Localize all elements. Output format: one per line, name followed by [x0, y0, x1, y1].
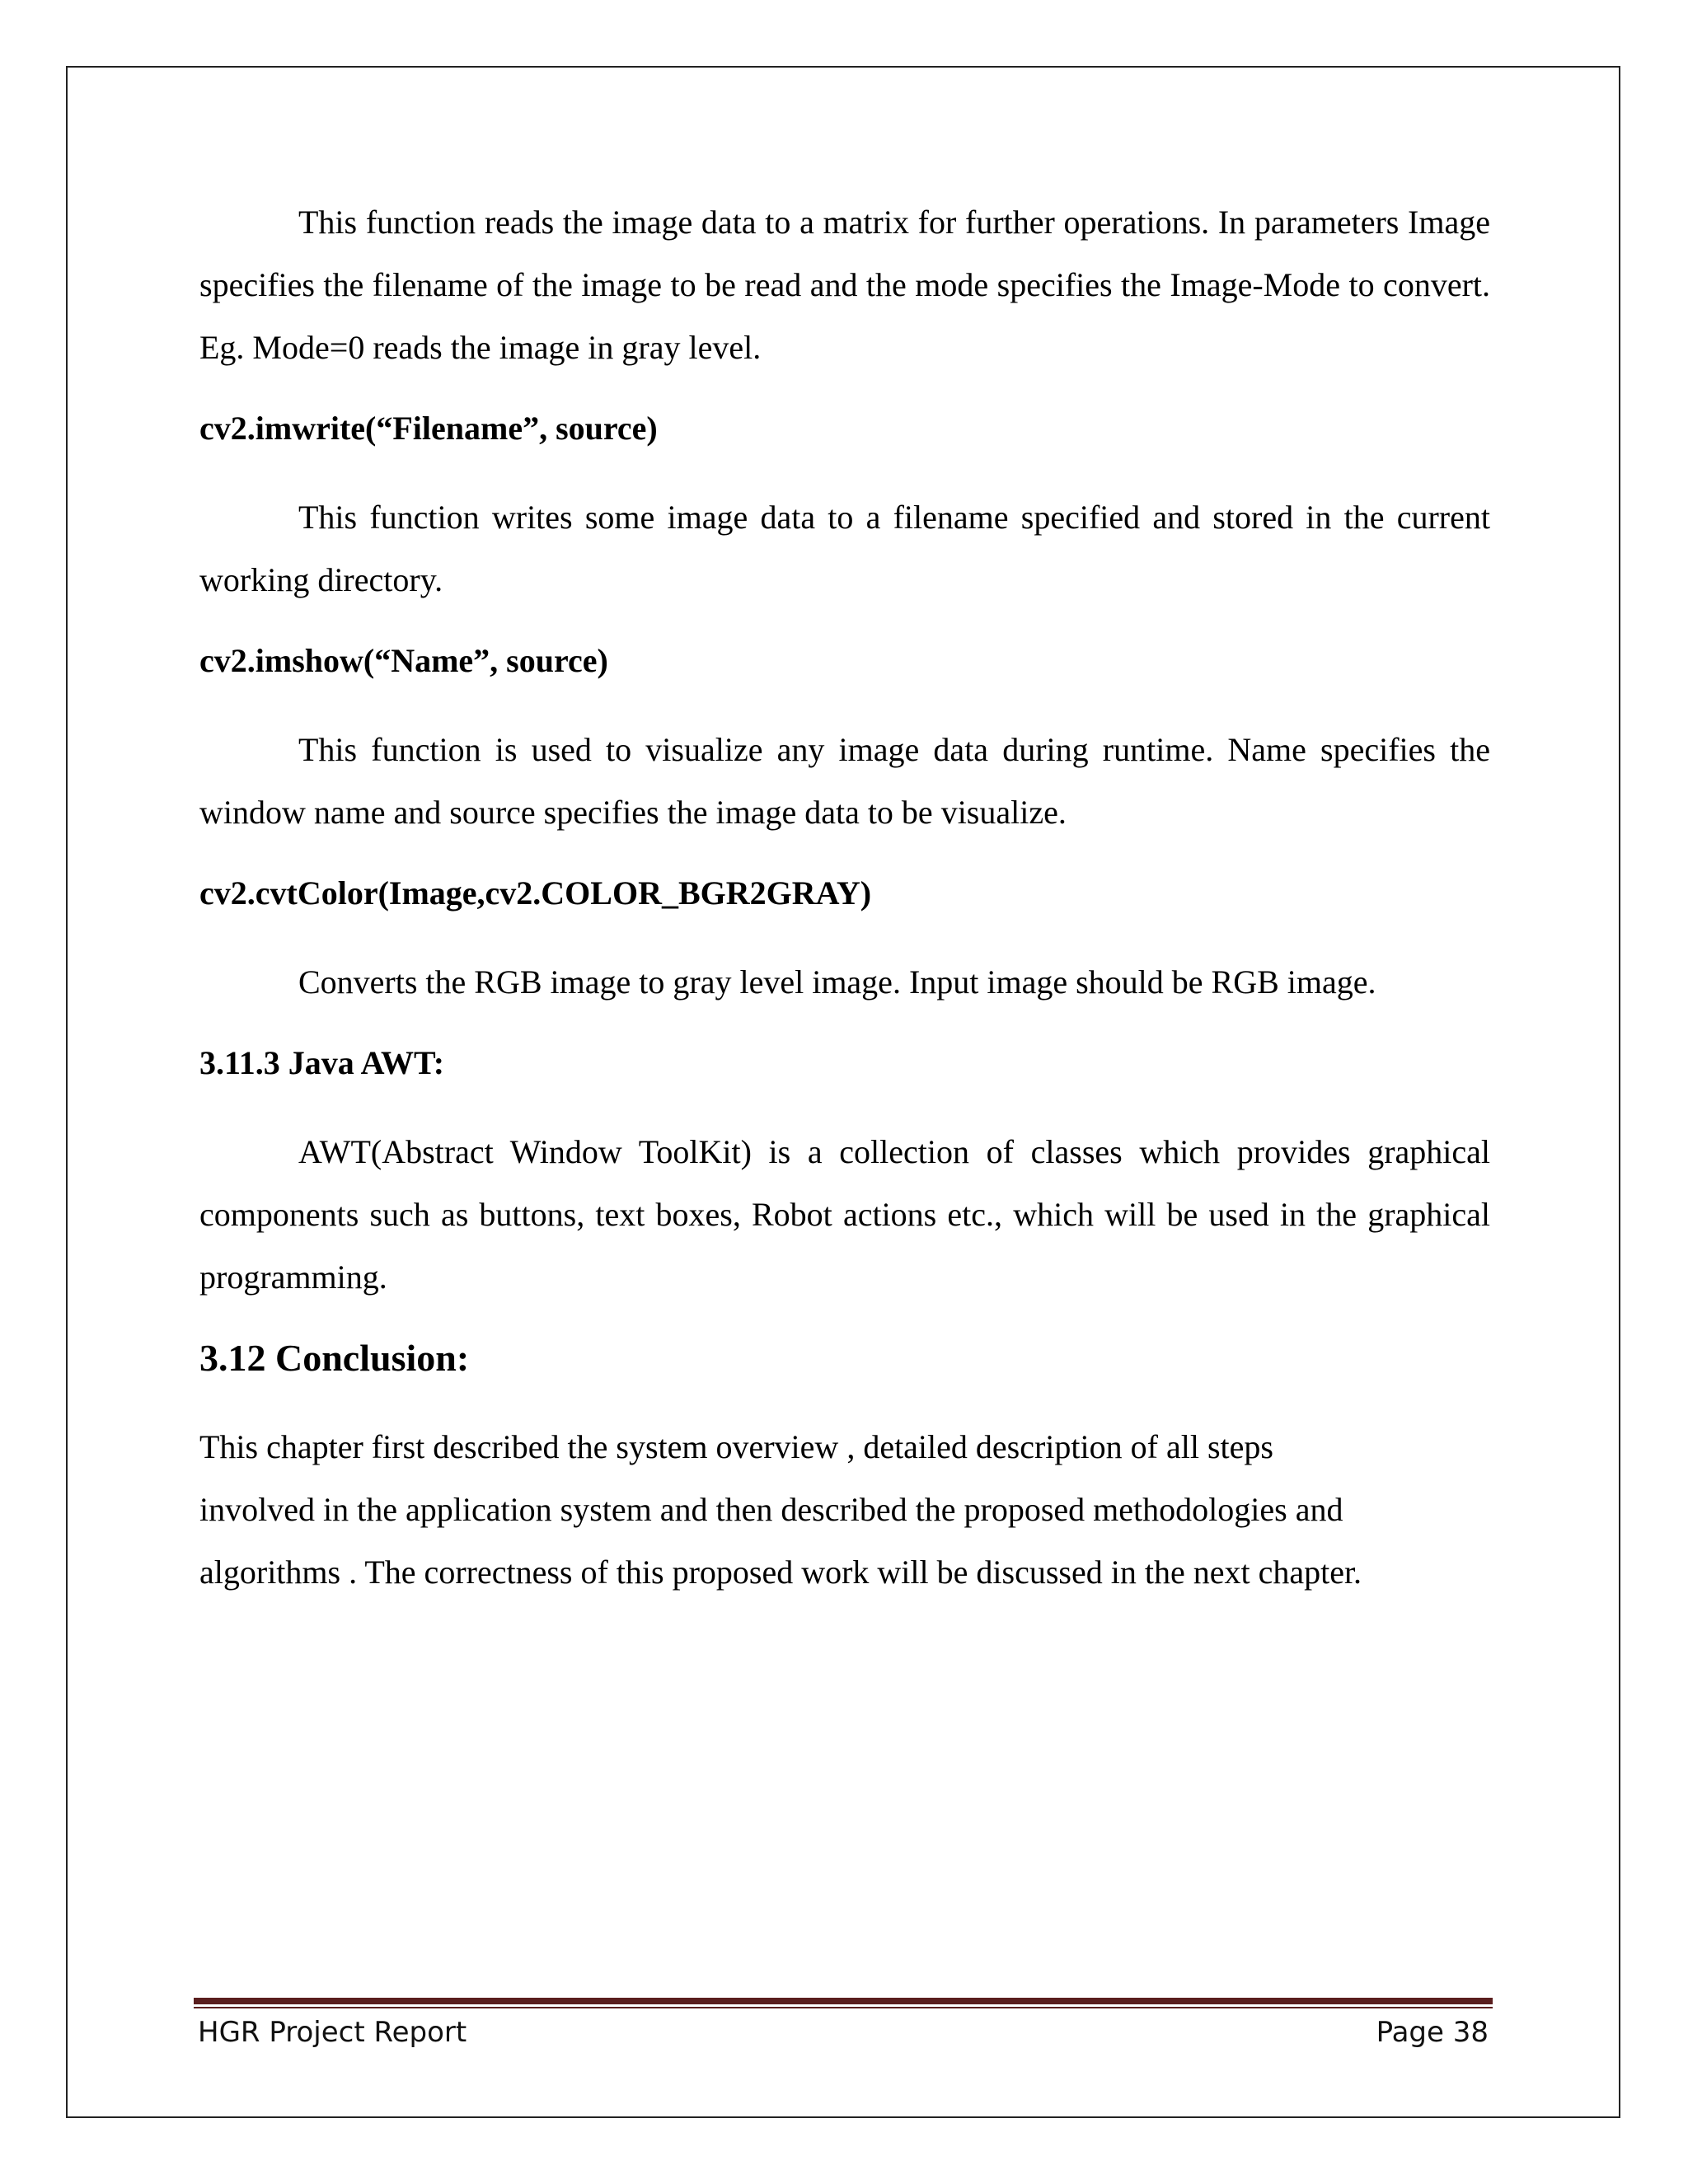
- cvtcolor-heading: cv2.cvtColor(Image,cv2.COLOR_BGR2GRAY): [199, 874, 872, 912]
- imshow-description: This function is used to visualize any image data during runtime. Name specifies the window name and source specifies the image data to be visualize.: [199, 731, 1490, 831]
- java-awt-heading: 3.11.3 Java AWT:: [199, 1044, 445, 1081]
- conclusion-line-3: algorithms . The correctness of this proposed work will be discussed in the next chapter.: [199, 1554, 1362, 1591]
- page-footer: [198, 2011, 1489, 2054]
- imwrite-description: This function writes some image data to a filename specified and stored in the current working directory.: [199, 499, 1490, 598]
- cvtcolor-description: Converts the RGB image to gray level image. Input image should be RGB image.: [298, 963, 1376, 1001]
- page-content: [199, 191, 1490, 1604]
- footer-rule-thin: [194, 2007, 1493, 2008]
- conclusion-heading: 3.12 Conclusion:: [199, 1337, 470, 1379]
- footer-rule: [194, 1998, 1493, 2004]
- footer-report-title: HGR Project Report: [198, 2016, 467, 2049]
- imshow-heading: cv2.imshow(“Name”, source): [199, 642, 608, 679]
- imwrite-heading: cv2.imwrite(“Filename”, source): [199, 410, 658, 447]
- imread-description: This function reads the image data to a matrix for further operations. In parameters Image specifies the filename of the image to be read and the mode specifies the Image-Mode to convert. Eg. Mode=0 reads the image in gray level.: [199, 204, 1490, 366]
- conclusion-line-1: This chapter first described the system overview , detailed description of all steps: [199, 1428, 1273, 1465]
- conclusion-line-2: involved in the application system and then described the proposed methodologies and: [199, 1491, 1343, 1528]
- java-awt-description: AWT(Abstract Window ToolKit) is a collection of classes which provides graphical components such as buttons, text boxes, Robot actions etc., which will be used in the graphical programming.: [199, 1133, 1490, 1296]
- footer-page-number: Page 38: [1376, 2016, 1489, 2049]
